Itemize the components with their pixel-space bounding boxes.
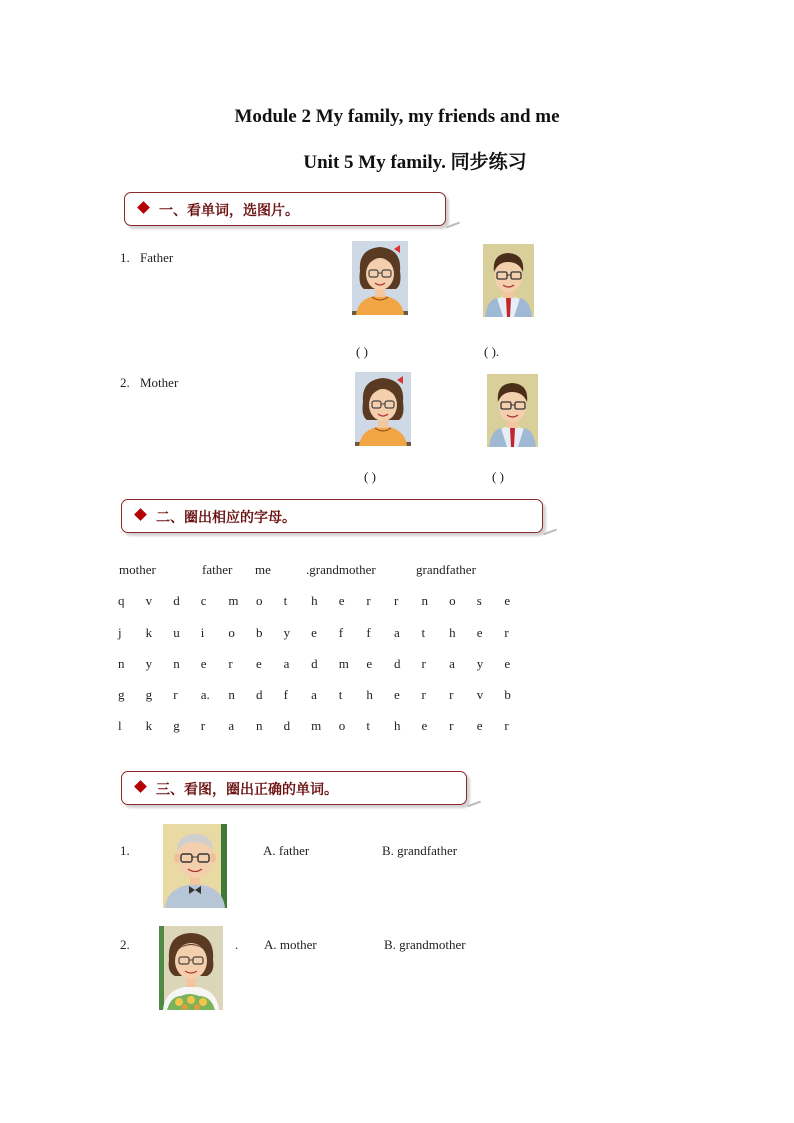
- grid-letter[interactable]: r: [393, 593, 399, 608]
- man-portrait-icon: [487, 374, 538, 447]
- grid-letter[interactable]: n: [118, 656, 125, 671]
- letter-grid-row: [118, 625, 532, 641]
- grid-letter[interactable]: r: [421, 687, 426, 702]
- grid-letter[interactable]: y: [283, 625, 291, 640]
- grid-letter[interactable]: j: [118, 625, 122, 640]
- s1-item1-answer-a[interactable]: ( ): [356, 344, 368, 359]
- word-grandmother: .grandmother: [306, 562, 376, 577]
- grid-letter[interactable]: a: [283, 656, 290, 671]
- grid-letter[interactable]: h: [393, 718, 401, 733]
- s3-item2-option-a[interactable]: A. mother: [264, 937, 317, 952]
- section2-label: 二、圈出相应的字母。: [156, 510, 296, 526]
- grid-letter[interactable]: r: [449, 687, 454, 702]
- grid-letter[interactable]: r: [421, 656, 426, 671]
- grid-letter[interactable]: o: [228, 625, 235, 640]
- grid-letter[interactable]: f: [338, 625, 344, 640]
- grid-letter[interactable]: i: [200, 625, 205, 640]
- grid-letter[interactable]: k: [145, 625, 153, 640]
- grid-letter[interactable]: e: [338, 593, 345, 608]
- section3-label: 三、看图，圈出正确的单词。: [156, 782, 338, 798]
- grid-letter[interactable]: d: [255, 687, 263, 702]
- word-father: father: [202, 562, 233, 577]
- grid-letter[interactable]: a: [449, 656, 455, 671]
- grid-letter[interactable]: n: [421, 593, 429, 608]
- grid-letter[interactable]: e: [255, 656, 262, 671]
- grid-letter[interactable]: t: [366, 718, 370, 733]
- s3-item1-option-b[interactable]: B. grandfather: [382, 843, 458, 858]
- letter-grid-row: [118, 718, 532, 734]
- grid-letter[interactable]: e: [476, 625, 483, 640]
- grid-letter[interactable]: c: [200, 593, 207, 608]
- grid-letter[interactable]: r: [228, 656, 233, 671]
- grid-letter[interactable]: m: [228, 593, 239, 608]
- grid-letter[interactable]: r: [449, 718, 454, 733]
- man-portrait-icon: [483, 244, 534, 317]
- diamond-bullet-icon: [137, 201, 150, 214]
- s1-item2-answer-b[interactable]: ( ): [492, 469, 504, 484]
- word-grandfather: grandfather: [416, 562, 476, 577]
- section1-label: 一、看单词，选图片。: [159, 203, 299, 219]
- grid-letter[interactable]: y: [145, 656, 153, 671]
- s1-item1-word: Father: [140, 250, 174, 265]
- grid-letter[interactable]: o: [255, 593, 263, 608]
- grid-letter[interactable]: e: [200, 656, 207, 671]
- grid-letter[interactable]: d: [173, 593, 180, 608]
- grid-letter[interactable]: r: [173, 687, 178, 702]
- page-subtitle: Unit 5 My family. 同步练习: [303, 152, 527, 173]
- grid-letter[interactable]: n: [255, 718, 263, 733]
- grid-letter[interactable]: t: [421, 625, 426, 640]
- grid-letter[interactable]: v: [145, 593, 153, 608]
- letter-grid-row: [118, 687, 532, 703]
- grid-letter[interactable]: g: [118, 687, 125, 702]
- section1-header: [124, 192, 446, 226]
- letter-grid-row: [118, 656, 532, 672]
- diamond-bullet-icon: [134, 780, 147, 793]
- grid-letter[interactable]: o: [449, 593, 456, 608]
- grid-letter[interactable]: b: [504, 687, 511, 702]
- section2-header: [121, 499, 543, 533]
- s3-item2-number: 2.: [120, 937, 130, 952]
- grandma-portrait-icon: [159, 926, 223, 1010]
- grid-letter[interactable]: d: [311, 656, 318, 671]
- s3-item1-option-a[interactable]: A. father: [263, 843, 310, 858]
- s3-item2-dot: .: [235, 937, 239, 952]
- s1-item1-answer-b[interactable]: ( ).: [484, 344, 500, 359]
- grid-letter[interactable]: d: [283, 718, 291, 733]
- section3-header: [121, 771, 467, 805]
- grid-letter[interactable]: t: [283, 593, 288, 608]
- grid-letter[interactable]: a: [311, 687, 317, 702]
- grid-letter[interactable]: u: [173, 625, 180, 640]
- grandpa-portrait-icon: [163, 824, 227, 908]
- grid-letter[interactable]: s: [476, 593, 482, 608]
- grid-letter[interactable]: y: [476, 656, 484, 671]
- s1-item2-answer-a[interactable]: ( ): [364, 469, 376, 484]
- grid-letter[interactable]: v: [476, 687, 484, 702]
- s1-item2-number: 2.: [120, 375, 130, 390]
- grid-letter[interactable]: g: [145, 687, 153, 702]
- grid-letter[interactable]: e: [393, 687, 400, 702]
- s1-item2-word: Mother: [140, 375, 179, 390]
- grid-letter[interactable]: n: [173, 656, 180, 671]
- grid-letter[interactable]: t: [338, 687, 343, 702]
- grid-letter[interactable]: a: [228, 718, 235, 733]
- s3-item2-option-b[interactable]: B. grandmother: [384, 937, 466, 952]
- grid-letter[interactable]: q: [118, 593, 125, 608]
- grid-letter[interactable]: e: [311, 625, 317, 640]
- grid-letter[interactable]: r: [504, 718, 509, 733]
- grid-letter[interactable]: g: [173, 718, 180, 733]
- grid-letter[interactable]: o: [338, 718, 346, 733]
- grid-letter[interactable]: a: [393, 625, 400, 640]
- grid-letter[interactable]: k: [145, 718, 153, 733]
- word-me: me: [255, 562, 271, 577]
- grid-letter[interactable]: h: [311, 593, 318, 608]
- grid-letter[interactable]: a.: [200, 687, 210, 702]
- grid-letter[interactable]: l: [118, 718, 122, 733]
- grid-letter[interactable]: e: [504, 593, 511, 608]
- letter-grid-row: [118, 593, 532, 609]
- diamond-bullet-icon: [134, 508, 147, 521]
- word-mother: mother: [119, 562, 156, 577]
- grid-letter[interactable]: d: [393, 656, 401, 671]
- grid-letter[interactable]: r: [366, 593, 371, 608]
- grid-letter[interactable]: e: [421, 718, 428, 733]
- s1-item1-number: 1.: [120, 250, 130, 265]
- grid-letter[interactable]: e: [366, 656, 373, 671]
- grid-letter[interactable]: r: [504, 625, 509, 640]
- grid-letter[interactable]: m: [311, 718, 322, 733]
- grid-letter[interactable]: f: [283, 687, 288, 702]
- girl-portrait-icon: [352, 241, 408, 315]
- grid-letter[interactable]: f: [366, 625, 371, 640]
- grid-letter[interactable]: h: [366, 687, 373, 702]
- girl-portrait-icon: [355, 372, 411, 446]
- page-title: Module 2 My family, my friends and me: [234, 106, 560, 127]
- grid-letter[interactable]: m: [338, 656, 349, 671]
- grid-letter[interactable]: b: [255, 625, 263, 640]
- grid-letter[interactable]: n: [228, 687, 235, 702]
- grid-letter[interactable]: r: [200, 718, 206, 733]
- grid-letter[interactable]: e: [476, 718, 483, 733]
- grid-letter[interactable]: e: [504, 656, 511, 671]
- s3-item1-number: 1.: [120, 843, 130, 858]
- grid-letter[interactable]: h: [449, 625, 456, 640]
